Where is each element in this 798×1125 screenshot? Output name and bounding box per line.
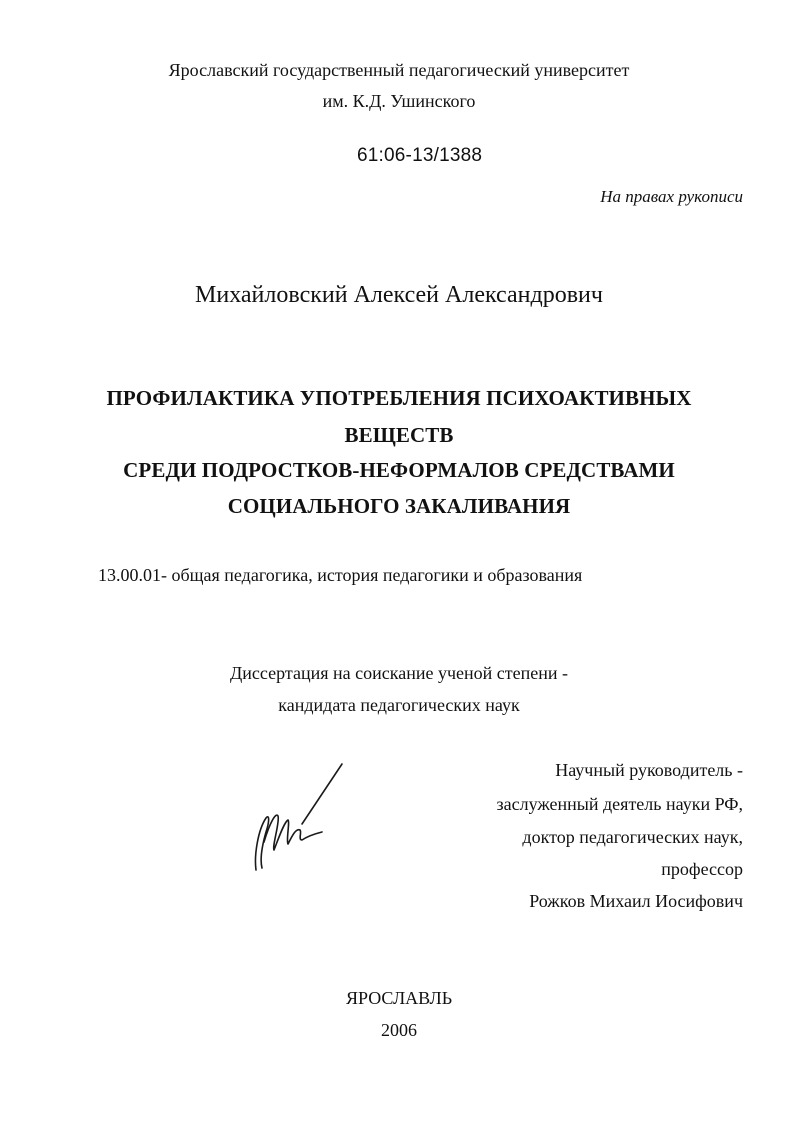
signature-mark (236, 760, 356, 880)
university-dedication: им. К.Д. Ушинского (322, 91, 476, 111)
supervisor-honor: заслуженный деятель науки РФ, (496, 794, 743, 814)
dissertation-line-2: кандидата педагогических наук (278, 695, 520, 715)
year: 2006 (381, 1020, 417, 1040)
dissertation-line-1: Диссертация на соискание ученой степени - (230, 663, 568, 683)
title-line-3: СРЕДИ ПОДРОСТКОВ-НЕФОРМАЛОВ СРЕДСТВАМИ (123, 458, 675, 482)
university-name: Ярославский государственный педагогический университет (168, 60, 630, 80)
catalog-code: 61:06-13/1388 (357, 145, 483, 166)
supervisor-title: профессор (661, 859, 743, 879)
author-name: Михайловский Алексей Александрович (195, 282, 603, 308)
title-line-1: ПРОФИЛАКТИКА УПОТРЕБЛЕНИЯ ПСИХОАКТИВНЫХ (106, 386, 692, 410)
specialty-code: 13.00.01- общая педагогика, история педагогики и образования (98, 565, 583, 585)
city: ЯРОСЛАВЛЬ (345, 988, 453, 1008)
title-line-4: СОЦИАЛЬНОГО ЗАКАЛИВАНИЯ (227, 494, 571, 518)
supervisor-name: Рожков Михаил Иосифович (529, 891, 743, 911)
supervisor-degree: доктор педагогических наук, (522, 827, 743, 847)
supervisor-role: Научный руководитель - (555, 760, 743, 780)
rights-note: На правах рукописи (600, 187, 743, 206)
title-line-2: ВЕЩЕСТВ (344, 423, 454, 447)
